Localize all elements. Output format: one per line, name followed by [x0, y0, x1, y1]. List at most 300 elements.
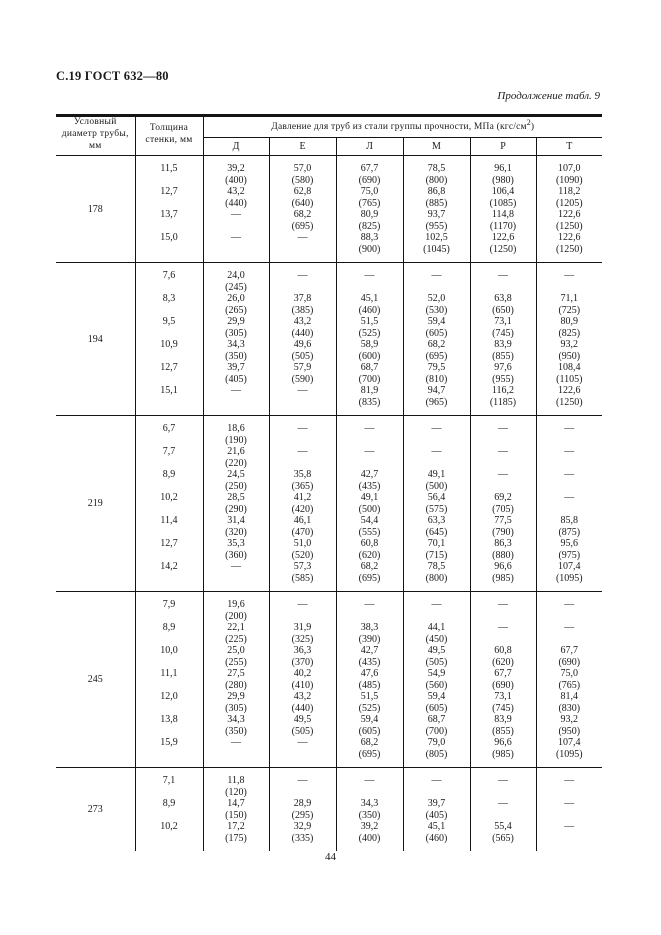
table-row [136, 339, 203, 362]
pressure-mpa-value: 85,8 [560, 515, 579, 527]
pressure-cell [537, 714, 603, 737]
pressure-mpa-value: 39,7 [227, 362, 245, 374]
pressure-cell [270, 446, 336, 469]
pressure-cell [404, 538, 470, 561]
pressure-cell [404, 714, 470, 737]
pressure-cell [471, 645, 536, 668]
pressure-empty-dash: — [231, 737, 241, 749]
pressure-mpa-value: 21,6 [227, 446, 245, 458]
pressure-kgs-value: (335) [291, 832, 314, 844]
pressure-kgs-value: (695) [291, 220, 314, 232]
pressure-cell [204, 339, 269, 362]
pressure-kgs-value: (880) [492, 549, 514, 561]
pressure-cell [337, 385, 403, 408]
pressure-mpa-value: 86,3 [494, 538, 512, 550]
pressure-cell [270, 339, 336, 362]
pressure-kgs-value: (955) [492, 373, 514, 385]
pressure-mpa-value: 93,2 [560, 339, 579, 351]
pressure-empty-dash: — [297, 446, 308, 458]
pressure-cell [471, 446, 536, 469]
pressure-cell [471, 691, 536, 714]
pressure-cell [270, 775, 336, 798]
pressure-cell [270, 538, 336, 561]
pressure-kgs-value: (295) [291, 809, 314, 821]
table-row [136, 775, 203, 798]
cell-pressure-grade-Р [470, 768, 536, 852]
pressure-mpa-value: 14,7 [227, 798, 245, 810]
pressure-cell [471, 469, 536, 492]
pressure-table [56, 114, 602, 851]
pressure-empty-dash: — [498, 798, 508, 810]
pressure-cell [404, 186, 470, 209]
cell-nominal-diameter: 219 [56, 416, 135, 592]
pressure-mpa-value: 60,8 [494, 645, 512, 657]
pressure-mpa-value: 24,5 [227, 469, 245, 481]
header-row-top [56, 114, 602, 137]
pressure-empty-dash: — [564, 270, 575, 282]
diameter-block [56, 156, 602, 263]
pressure-cell [204, 209, 269, 232]
pressure-cell [204, 316, 269, 339]
pressure-kgs-value: (305) [225, 327, 247, 339]
pressure-mpa-value: 54,4 [360, 515, 379, 527]
cell-pressure-grade-Т [536, 263, 602, 416]
table-row [136, 691, 203, 714]
pressure-kgs-value: (485) [358, 679, 381, 691]
pressure-kgs-value: (700) [358, 373, 381, 385]
pressure-cell [537, 538, 603, 561]
pressure-kgs-value: (585) [291, 572, 314, 584]
pressure-mpa-value: 39,7 [427, 798, 446, 810]
pressure-cell [471, 163, 536, 186]
pressure-kgs-value: (410) [291, 679, 314, 691]
pressure-kgs-value: (985) [492, 748, 514, 760]
pressure-mpa-value: 42,7 [360, 469, 379, 481]
pressure-cell [204, 186, 269, 209]
wall-thickness-value: 10,0 [160, 645, 178, 657]
pressure-kgs-value: (620) [492, 656, 514, 668]
cell-pressure-grade-Д [203, 768, 269, 852]
pressure-kgs-value: (695) [358, 748, 381, 760]
pressure-cell [270, 668, 336, 691]
pressure-mpa-value: 67,7 [494, 668, 512, 680]
pressure-kgs-value: (1105) [556, 373, 583, 385]
pressure-mpa-value: 11,8 [227, 775, 245, 787]
pressure-kgs-value: (470) [291, 526, 314, 538]
table-row [136, 446, 203, 469]
pressure-table-wrapper [56, 114, 602, 851]
pressure-cell [537, 798, 603, 821]
pressure-kgs-value: (440) [225, 197, 247, 209]
pressure-mpa-value: 80,9 [360, 209, 379, 221]
pressure-mpa-value: 45,1 [360, 293, 379, 305]
wall-thickness-value: 12,7 [160, 538, 178, 550]
wall-thickness-value: 10,9 [160, 339, 178, 351]
pressure-empty-dash: — [364, 270, 375, 282]
wall-thickness-value: 8,9 [162, 798, 176, 810]
pressure-mpa-value: 122,6 [558, 209, 581, 221]
pressure-kgs-value: (650) [492, 304, 514, 316]
pressure-kgs-value: (715) [425, 549, 448, 561]
wall-thickness-value: 12,7 [160, 186, 178, 198]
pressure-kgs-value: (1250) [555, 243, 583, 255]
pressure-cell [337, 821, 403, 844]
pressure-cell [471, 339, 536, 362]
pressure-kgs-value: (200) [225, 610, 247, 622]
pressure-mpa-value: 107,0 [558, 163, 581, 175]
pressure-cell [471, 293, 536, 316]
pressure-kgs-value: (1250) [555, 396, 583, 408]
pressure-cell [537, 515, 603, 538]
pressure-cell [337, 668, 403, 691]
pressure-cell [471, 362, 536, 385]
pressure-cell [337, 423, 403, 446]
cell-pressure-grade-Е [269, 768, 336, 852]
table-row [136, 599, 203, 622]
pressure-empty-dash: — [498, 469, 508, 481]
pressure-cell [337, 714, 403, 737]
wall-thickness-value: 12,0 [160, 691, 178, 703]
pressure-kgs-value: (975) [558, 549, 581, 561]
pressure-kgs-value: (175) [225, 832, 247, 844]
pressure-cell [204, 775, 269, 798]
pressure-empty-dash: — [564, 821, 575, 833]
pressure-cell [337, 798, 403, 821]
pressure-kgs-value: (1095) [555, 748, 583, 760]
pressure-empty-dash: — [498, 775, 508, 787]
pressure-cell [204, 293, 269, 316]
table-row [136, 821, 203, 844]
pressure-mpa-value: 40,2 [293, 668, 312, 680]
pressure-cell [204, 561, 269, 584]
pressure-mpa-value: 96,6 [494, 737, 512, 749]
cell-nominal-diameter: 178 [56, 156, 135, 263]
pressure-kgs-value: (855) [492, 350, 514, 362]
pressure-cell [270, 492, 336, 515]
header-grade-l: Л [336, 137, 403, 156]
pressure-cell [337, 446, 403, 469]
wall-thickness-value: 7,1 [162, 775, 176, 787]
running-head: С.19 ГОСТ 632—80 [56, 69, 169, 83]
cell-pressure-grade-Д [203, 416, 269, 592]
table-row [136, 423, 203, 446]
pressure-empty-dash: — [231, 209, 241, 221]
pressure-kgs-value: (950) [558, 350, 581, 362]
pressure-cell [537, 821, 603, 844]
pressure-cell [337, 293, 403, 316]
cell-pressure-grade-Т [536, 768, 602, 852]
header-pressure-group [203, 114, 602, 137]
pressure-mpa-value: 68,2 [427, 339, 446, 351]
pressure-mpa-value: 78,5 [427, 561, 446, 573]
pressure-cell [337, 538, 403, 561]
wall-thickness-value: 11,4 [160, 515, 178, 527]
pressure-cell [404, 599, 470, 622]
pressure-kgs-value: (1250) [555, 220, 583, 232]
pressure-mpa-value: 63,8 [494, 293, 512, 305]
pressure-mpa-value: 51,5 [360, 316, 379, 328]
pressure-cell [471, 714, 536, 737]
pressure-mpa-value: 63,3 [427, 515, 446, 527]
pressure-mpa-value: 57,0 [293, 163, 312, 175]
pressure-cell [537, 645, 603, 668]
pressure-cell [204, 798, 269, 821]
pressure-kgs-value: (120) [225, 786, 247, 798]
pressure-cell [337, 232, 403, 255]
cell-pressure-grade-Д [203, 156, 269, 263]
pressure-mpa-value: 122,6 [558, 385, 581, 397]
pressure-cell [404, 385, 470, 408]
pressure-cell [537, 561, 603, 584]
pressure-cell [471, 775, 536, 798]
pressure-empty-dash: — [564, 798, 575, 810]
pressure-cell [337, 645, 403, 668]
pressure-kgs-value: (520) [291, 549, 314, 561]
table-head [56, 114, 602, 156]
pressure-cell [270, 186, 336, 209]
pressure-cell [337, 270, 403, 293]
pressure-cell [404, 561, 470, 584]
table-row [136, 385, 203, 408]
pressure-empty-dash: — [231, 232, 241, 244]
pressure-kgs-value: (810) [425, 373, 448, 385]
pressure-mpa-value: 43,2 [293, 691, 312, 703]
pressure-kgs-value: (555) [358, 526, 381, 538]
pressure-empty-dash: — [564, 622, 575, 634]
cell-nominal-diameter: 273 [56, 768, 135, 852]
pressure-mpa-value: 93,2 [560, 714, 579, 726]
pressure-cell [404, 515, 470, 538]
pressure-mpa-value: 68,7 [427, 714, 446, 726]
pressure-cell [270, 469, 336, 492]
pressure-cell [204, 492, 269, 515]
pressure-cell [471, 423, 536, 446]
pressure-cell [404, 469, 470, 492]
pressure-cell [270, 423, 336, 446]
pressure-mpa-value: 32,9 [293, 821, 312, 833]
table-row [136, 798, 203, 821]
pressure-kgs-value: (695) [358, 572, 381, 584]
pressure-mpa-value: 80,9 [560, 316, 579, 328]
pressure-mpa-value: 108,4 [558, 362, 581, 374]
pressure-cell [204, 599, 269, 622]
pressure-cell [270, 798, 336, 821]
pressure-kgs-value: (605) [358, 725, 381, 737]
wall-thickness-value: 11,5 [160, 163, 178, 175]
pressure-empty-dash: — [297, 423, 308, 435]
pressure-kgs-value: (900) [358, 243, 381, 255]
page-number: 44 [325, 851, 336, 863]
pressure-cell [404, 293, 470, 316]
pressure-cell [404, 209, 470, 232]
pressure-mpa-value: 116,2 [491, 385, 515, 397]
pressure-cell [337, 561, 403, 584]
pressure-cell [471, 798, 536, 821]
pressure-mpa-value: 25,0 [227, 645, 245, 657]
wall-thickness-value: 10,2 [160, 492, 178, 504]
pressure-mpa-value: 83,9 [494, 714, 512, 726]
wall-thickness-value: 7,7 [162, 446, 176, 458]
pressure-mpa-value: 107,4 [558, 561, 581, 573]
pressure-cell [204, 668, 269, 691]
pressure-cell [337, 209, 403, 232]
pressure-mpa-value: 43,2 [293, 316, 312, 328]
pressure-cell [537, 339, 603, 362]
pressure-cell [270, 645, 336, 668]
pressure-kgs-value: (605) [425, 702, 448, 714]
pressure-mpa-value: 75,0 [360, 186, 379, 198]
pressure-cell [471, 561, 536, 584]
diameter-block [56, 592, 602, 768]
cell-pressure-grade-Е [269, 592, 336, 768]
pressure-cell [270, 561, 336, 584]
pressure-cell [204, 622, 269, 645]
pressure-mpa-value: 81,9 [360, 385, 379, 397]
pressure-kgs-value: (150) [225, 809, 247, 821]
cell-pressure-grade-М [403, 592, 470, 768]
pressure-cell [337, 163, 403, 186]
pressure-cell [404, 821, 470, 844]
pressure-mpa-value: 19,6 [227, 599, 245, 611]
pressure-mpa-value: 55,4 [494, 821, 512, 833]
pressure-kgs-value: (955) [425, 220, 448, 232]
pressure-kgs-value: (350) [225, 725, 247, 737]
pressure-mpa-value: 22,1 [227, 622, 245, 634]
pressure-kgs-value: (525) [358, 327, 381, 339]
cell-pressure-grade-Е [269, 416, 336, 592]
cell-pressure-grade-Л [336, 156, 403, 263]
pressure-kgs-value: (435) [358, 480, 381, 492]
pressure-kgs-value: (605) [425, 327, 448, 339]
pressure-empty-dash: — [564, 446, 575, 458]
pressure-mpa-value: 68,2 [360, 737, 379, 749]
pressure-mpa-value: 51,5 [360, 691, 379, 703]
wall-thickness-value: 7,9 [162, 599, 176, 611]
pressure-cell [471, 316, 536, 339]
pressure-cell [270, 316, 336, 339]
pressure-kgs-value: (825) [358, 220, 381, 232]
pressure-mpa-value: 81,4 [560, 691, 579, 703]
pressure-mpa-value: 36,3 [293, 645, 312, 657]
pressure-kgs-value: (305) [225, 702, 247, 714]
pressure-cell [404, 446, 470, 469]
pressure-empty-dash: — [297, 385, 308, 397]
pressure-cell [537, 775, 603, 798]
pressure-mpa-value: 67,7 [360, 163, 379, 175]
pressure-mpa-value: 68,2 [293, 209, 312, 221]
pressure-mpa-value: 42,7 [360, 645, 379, 657]
pressure-cell [204, 446, 269, 469]
pressure-kgs-value: (265) [225, 304, 247, 316]
pressure-cell [537, 622, 603, 645]
pressure-kgs-value: (530) [425, 304, 448, 316]
cell-pressure-grade-Т [536, 592, 602, 768]
pressure-empty-dash: — [364, 423, 375, 435]
pressure-cell [404, 316, 470, 339]
wall-thickness-value: 15,9 [160, 737, 178, 749]
pressure-mpa-value: 17,2 [227, 821, 245, 833]
pressure-empty-dash: — [564, 492, 575, 504]
pressure-empty-dash: — [297, 270, 308, 282]
pressure-kgs-value: (460) [358, 304, 381, 316]
pressure-cell [537, 492, 603, 515]
pressure-cell [404, 339, 470, 362]
pressure-mpa-value: 57,9 [293, 362, 312, 374]
pressure-kgs-value: (1045) [423, 243, 450, 255]
pressure-empty-dash: — [564, 423, 575, 435]
pressure-cell [404, 492, 470, 515]
wall-thickness-value: 10,2 [160, 821, 178, 833]
header-grade-d: Д [203, 137, 269, 156]
pressure-cell [537, 209, 603, 232]
cell-pressure-grade-Д [203, 263, 269, 416]
pressure-mpa-value: 28,5 [227, 492, 245, 504]
pressure-kgs-value: (1205) [555, 197, 583, 209]
pressure-kgs-value: (190) [225, 434, 247, 446]
pressure-kgs-value: (505) [291, 350, 314, 362]
pressure-mpa-value: 67,7 [560, 645, 579, 657]
pressure-cell [337, 737, 403, 760]
pressure-cell [337, 691, 403, 714]
pressure-kgs-value: (690) [558, 656, 581, 668]
pressure-kgs-value: (800) [425, 174, 448, 186]
table-row [136, 209, 203, 232]
table-row [136, 316, 203, 339]
pressure-cell [204, 469, 269, 492]
cell-pressure-grade-М [403, 263, 470, 416]
cell-pressure-grade-Р [470, 156, 536, 263]
pressure-kgs-value: (1185) [489, 396, 517, 408]
pressure-cell [537, 163, 603, 186]
pressure-empty-dash: — [364, 599, 375, 611]
wall-thickness-value: 15,0 [160, 232, 178, 244]
header-grade-t: Т [536, 137, 602, 156]
header-grade-m: М [403, 137, 470, 156]
pressure-cell [204, 737, 269, 760]
cell-pressure-grade-Т [536, 156, 602, 263]
pressure-cell [471, 186, 536, 209]
pressure-mpa-value: 28,9 [293, 798, 312, 810]
pressure-cell [270, 163, 336, 186]
pressure-cell [204, 714, 269, 737]
cell-wall-thickness-stack [135, 416, 203, 592]
pressure-mpa-value: 73,1 [494, 691, 512, 703]
wall-thickness-value: 8,9 [162, 622, 176, 634]
pressure-cell [404, 645, 470, 668]
pressure-cell [471, 668, 536, 691]
table-row [136, 622, 203, 645]
pressure-mpa-value: 59,4 [427, 691, 446, 703]
pressure-mpa-value: 18,6 [227, 423, 245, 435]
pressure-cell [404, 737, 470, 760]
pressure-cell [270, 622, 336, 645]
table-continuation-caption: Продолжение табл. 9 [497, 90, 600, 102]
pressure-cell [404, 163, 470, 186]
pressure-empty-dash: — [297, 775, 308, 787]
pressure-kgs-value: (885) [425, 197, 448, 209]
pressure-kgs-value: (505) [425, 656, 448, 668]
pressure-cell [337, 775, 403, 798]
pressure-kgs-value: (805) [425, 748, 448, 760]
pressure-kgs-value: (765) [358, 197, 381, 209]
pressure-kgs-value: (825) [558, 327, 581, 339]
pressure-kgs-value: (400) [225, 174, 247, 186]
pressure-kgs-value: (320) [225, 526, 247, 538]
pressure-mpa-value: 60,8 [360, 538, 379, 550]
cell-wall-thickness-stack [135, 156, 203, 263]
pressure-mpa-value: 62,8 [293, 186, 312, 198]
pressure-kgs-value: (400) [358, 832, 381, 844]
